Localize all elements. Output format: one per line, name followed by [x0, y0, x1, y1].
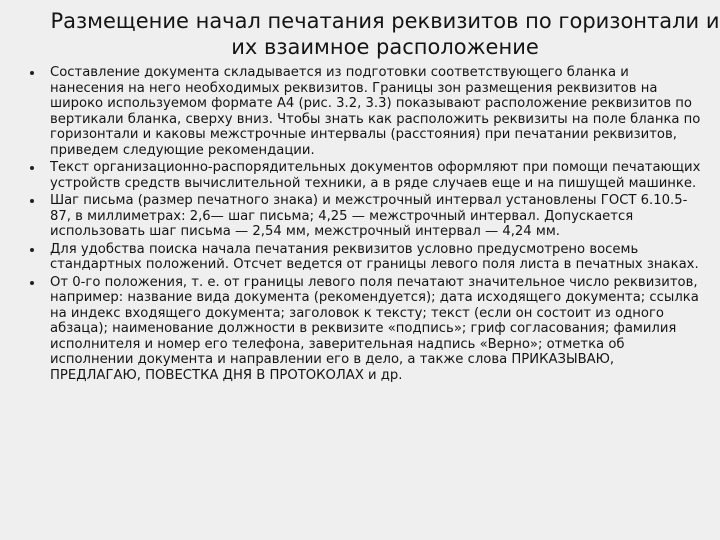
- bullet-text: Для удобства поиска начала печатания реквизитов условно предусмотрено восемь стандартных положений. Отсчет ведется от границы левого поля листа в печатных знаках.: [50, 241, 699, 272]
- list-item: [30, 275, 702, 384]
- bullet-text: Текст организационно-распорядительных документов оформляют при помощи печатающих устройств средств вычислительной техники, а в ряде случаев еще и на пишущей машинке.: [50, 160, 701, 191]
- list-item: [30, 193, 702, 240]
- bullet-list: [30, 65, 702, 385]
- list-item: [30, 160, 702, 191]
- bullet-text: Шаг письма (размер печатного знака) и межстрочный интервал установлены ГОСТ 6.10.5-87, в миллиметрах: 2,6— шаг письма; 4,25 — межстрочный интервал. Допускается использовать шаг письма — 2,54 мм, межстрочный интервал — 4,24 мм.: [50, 193, 688, 239]
- bullet-text: От 0-го положения, т. е. от границы левого поля печатают значительное число реквизитов, например: название вида документа (рекомендуется); дата исходящего документа; ссылка на индекс входящего документа; заголовок к тексту; текст (если он состоит из одного абзаца); наименование должности в реквизите «подпись»; гриф согласования; фамилия исполнителя и номер его телефона, заверительная надпись «Верно»; отметка об исполнении документа и направлении его в дело, а также слова ПРИКАЗЫВАЮ, ПРЕДЛАГАЮ, ПОВЕСТКА ДНЯ В ПРОТОКОЛАХ и др.: [50, 274, 699, 383]
- list-item: [30, 65, 702, 158]
- bullet-icon: [30, 166, 34, 170]
- list-item: [30, 242, 702, 273]
- bullet-icon: [30, 71, 34, 75]
- bullet-text: Составление документа складывается из подготовки соответствующего бланка и нанесения на него необходимых реквизитов. Границы зон размещения реквизитов на широко используемом формате А4 (рис. 3.2, 3.3) показывают расположение реквизитов по вертикали бланка, сверху вниз. Чтобы знать как расположить реквизиты на поле бланка по горизонтали и каковы межстрочные интервалы (расстояния) при печатании реквизитов, приведем следующие рекомендации.: [50, 65, 701, 158]
- bullet-icon: [30, 281, 34, 285]
- slide-title: Размещение начал печатания реквизитов по горизонтали и их взаимное расположение: [50, 9, 720, 59]
- bullet-icon: [30, 199, 34, 203]
- bullet-icon: [30, 248, 34, 252]
